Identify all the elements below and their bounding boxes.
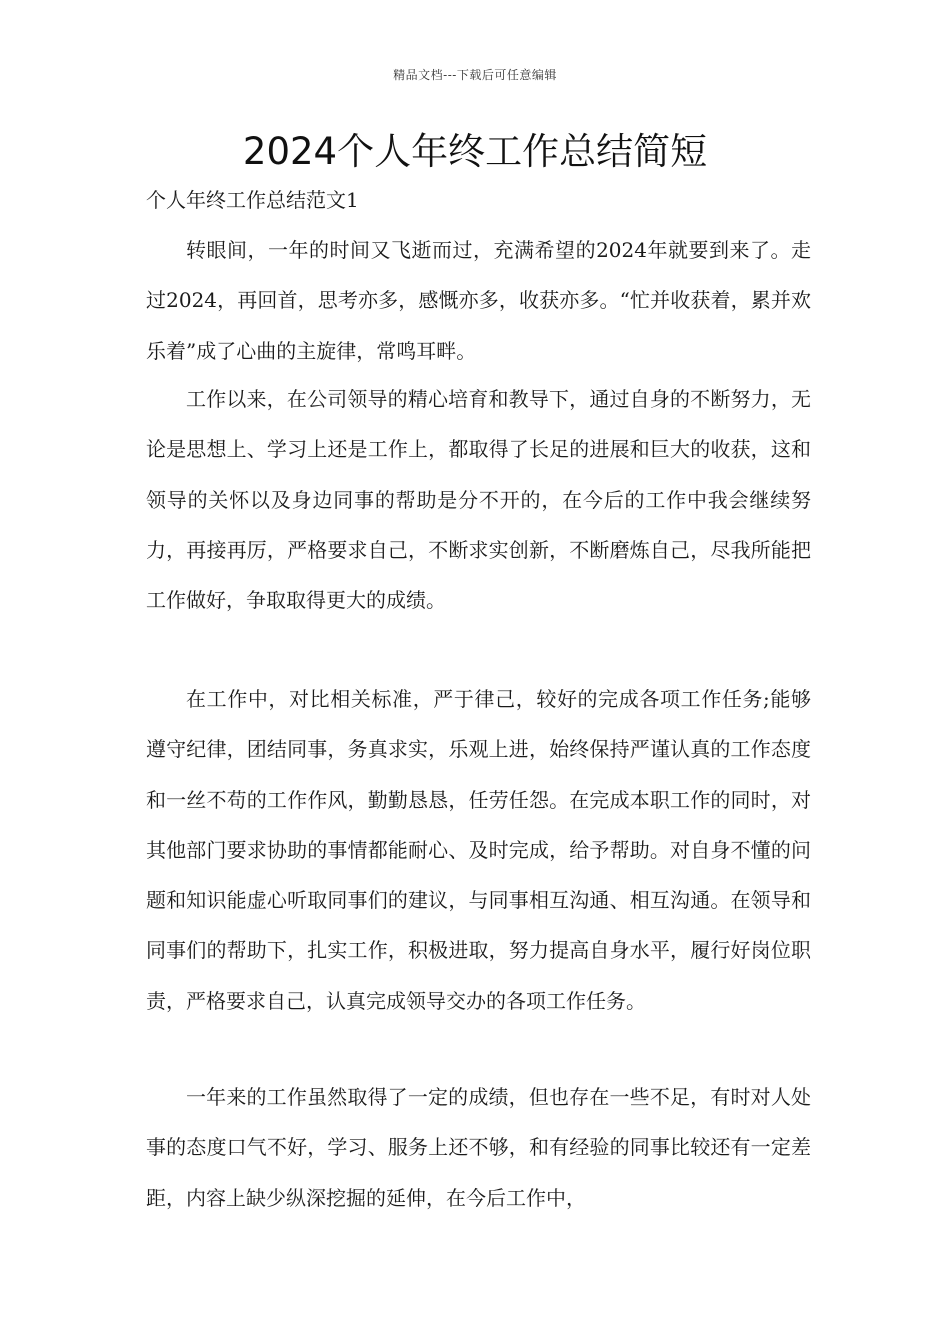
paragraph-3: 在工作中，对比相关标准，严于律己，较好的完成各项工作任务;能够遵守纪律，团结同事，务真求实，乐观上进，始终保持严谨认真的工作态度和一丝不苟的工作作风，勤勤恳恳，任劳任怨。在完成本职工作的同时，对其他部门要求协助的事情都能耐心、及时完成，给予帮助。对自身不懂的问题和知识能虚心听取同事们的建议，与同事相互沟通、相互沟通。在领导和同事们的帮助下，扎实工作，积极进取，努力提高自身水平，履行好岗位职责，严格要求自己，认真完成领导交办的各项工作任务。 — [146, 687, 811, 1013]
paragraph-1: 转眼间，一年的时间又飞逝而过，充满希望的2024年就要到来了。走过2024，再回首，思考亦多，感慨亦多，收获亦多。“忙并收获着，累并欢乐着”成了心曲的主旋律，常鸣耳畔。 — [146, 238, 811, 363]
header-note: 精品文档---下载后可任意编辑 — [393, 68, 557, 82]
paragraph-4: 一年来的工作虽然取得了一定的成绩，但也存在一些不足，有时对人处事的态度口气不好，学习、服务上还不够，和有经验的同事比较还有一定差距，内容上缺少纵深挖掘的延伸，在今后工作中， — [146, 1085, 811, 1210]
document-title: 2024个人年终工作总结简短 — [242, 130, 708, 173]
document-subtitle: 个人年终工作总结范文1 — [146, 188, 359, 212]
paragraph-2: 工作以来，在公司领导的精心培育和教导下，通过自身的不断努力，无论是思想上、学习上还是工作上，都取得了长足的进展和巨大的收获，这和领导的关怀以及身边同事的帮助是分不开的，在今后的工作中我会继续努力，再接再厉，严格要求自己，不断求实创新，不断磨炼自己，尽我所能把工作做好，争取取得更大的成绩。 — [146, 387, 811, 613]
